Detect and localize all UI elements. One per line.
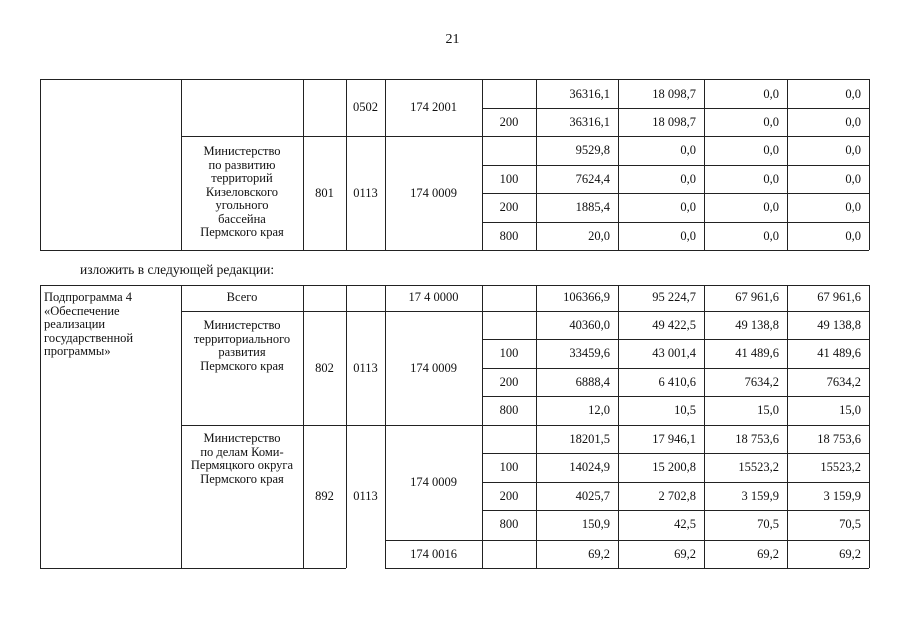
subprogram-title-line: реализации bbox=[44, 317, 106, 331]
amount-cell: 67 961,6 bbox=[817, 290, 861, 304]
amount-cell: 0,0 bbox=[845, 143, 861, 157]
grid-line bbox=[181, 311, 869, 312]
executor-name-line: Пермского края bbox=[200, 358, 284, 373]
subprogram-title-line: Подпрограмма 4 bbox=[44, 290, 133, 304]
amount-cell: 40360,0 bbox=[569, 318, 610, 332]
section-code-cell: 0113 bbox=[353, 489, 378, 503]
target-code-cell: 174 0016 bbox=[410, 547, 457, 561]
grid-line bbox=[482, 165, 869, 166]
amount-cell: 49 422,5 bbox=[652, 318, 696, 332]
type-code-cell: 800 bbox=[499, 229, 519, 243]
grid-line bbox=[385, 540, 869, 541]
amount-cell: 9529,8 bbox=[575, 143, 610, 157]
subprogram-title-line: государственной bbox=[44, 330, 134, 345]
executor-name-line: территорий bbox=[211, 171, 273, 185]
grid-line bbox=[869, 285, 870, 568]
grid-line bbox=[385, 568, 869, 569]
amount-cell: 2 702,8 bbox=[658, 489, 696, 503]
amount-cell: 15,0 bbox=[757, 403, 779, 417]
amount-cell: 18 753,6 bbox=[735, 432, 779, 446]
amount-cell: 150,9 bbox=[581, 517, 610, 531]
amount-cell: 18 098,7 bbox=[652, 115, 696, 129]
amount-cell: 106366,9 bbox=[563, 290, 610, 304]
amount-cell: 18 098,7 bbox=[652, 87, 696, 101]
amount-cell: 18 753,6 bbox=[817, 432, 861, 446]
amount-cell: 6888,4 bbox=[575, 375, 610, 389]
amount-cell: 7634,2 bbox=[744, 375, 779, 389]
executor-name-line: развития bbox=[218, 345, 266, 359]
grid-line bbox=[869, 79, 870, 250]
amount-cell: 41 489,6 bbox=[735, 346, 779, 360]
grid-line bbox=[482, 510, 869, 511]
type-code-cell: 200 bbox=[499, 200, 519, 214]
type-code-cell: 800 bbox=[499, 403, 519, 417]
grid-line bbox=[482, 193, 869, 194]
amount-cell: 15523,2 bbox=[820, 460, 861, 474]
grid-line bbox=[40, 285, 41, 568]
amount-cell: 1885,4 bbox=[575, 200, 610, 214]
amount-cell: 95 224,7 bbox=[652, 290, 696, 304]
section-code-cell: 0113 bbox=[353, 186, 378, 200]
section-code-cell: 0113 bbox=[353, 361, 378, 375]
amount-cell: 0,0 bbox=[680, 143, 696, 157]
amount-cell: 0,0 bbox=[763, 200, 779, 214]
amount-cell: 70,5 bbox=[839, 517, 861, 531]
amount-cell: 69,2 bbox=[839, 547, 861, 561]
executor-name-line: Министерство bbox=[203, 431, 281, 445]
grid-line bbox=[482, 339, 869, 340]
amount-cell: 12,0 bbox=[588, 403, 610, 417]
target-code-cell: 174 0009 bbox=[410, 186, 457, 200]
amount-cell: 49 138,8 bbox=[817, 318, 861, 332]
ministry-code-cell: 892 bbox=[315, 489, 334, 503]
executor-name-line: Пермского края bbox=[200, 471, 284, 486]
amount-cell: 15 200,8 bbox=[652, 460, 696, 474]
amount-cell: 0,0 bbox=[845, 115, 861, 129]
grid-line bbox=[482, 482, 869, 483]
amount-cell: 69,2 bbox=[588, 547, 610, 561]
amount-cell: 42,5 bbox=[674, 517, 696, 531]
amount-cell: 15,0 bbox=[839, 403, 861, 417]
executor-name-line: территориального bbox=[193, 331, 291, 346]
executor-name-line: Пермяцкого округа bbox=[190, 458, 294, 472]
amount-cell: 36316,1 bbox=[569, 115, 610, 129]
amount-cell: 15523,2 bbox=[738, 460, 779, 474]
amount-cell: 33459,6 bbox=[569, 346, 610, 360]
amount-cell: 0,0 bbox=[845, 172, 861, 186]
grid-line bbox=[482, 222, 869, 223]
grid-line bbox=[482, 453, 869, 454]
target-code-cell: 17 4 0000 bbox=[408, 290, 459, 304]
amount-cell: 0,0 bbox=[845, 229, 861, 243]
amount-cell: 70,5 bbox=[757, 517, 779, 531]
amount-cell: 69,2 bbox=[757, 547, 779, 561]
grid-line bbox=[385, 285, 386, 568]
amount-cell: 14024,9 bbox=[569, 460, 610, 474]
amount-cell: 67 961,6 bbox=[735, 290, 779, 304]
subprogram-title-line: «Обеспечение bbox=[44, 303, 120, 318]
type-code-cell: 100 bbox=[499, 346, 519, 360]
type-code-cell: 200 bbox=[499, 115, 519, 129]
grid-line bbox=[482, 396, 869, 397]
target-code-cell: 174 0009 bbox=[410, 361, 457, 375]
amount-cell: 0,0 bbox=[845, 200, 861, 214]
section-code-cell: 0502 bbox=[353, 100, 378, 114]
amount-cell: 0,0 bbox=[763, 143, 779, 157]
amount-cell: 69,2 bbox=[674, 547, 696, 561]
amount-cell: 0,0 bbox=[680, 172, 696, 186]
amount-cell: 41 489,6 bbox=[817, 346, 861, 360]
grid-line bbox=[346, 285, 347, 568]
executor-name-line: Пермского края bbox=[200, 225, 284, 239]
type-code-cell: 200 bbox=[499, 375, 519, 389]
target-code-cell: 174 2001 bbox=[410, 100, 457, 114]
amount-cell: 18201,5 bbox=[569, 432, 610, 446]
executor-name-line: Кизеловского bbox=[205, 184, 279, 199]
grid-line bbox=[303, 285, 304, 568]
grid-line bbox=[482, 108, 869, 109]
amendment-instruction: изложить в следующей редакции: bbox=[80, 262, 275, 277]
amount-cell: 10,5 bbox=[674, 403, 696, 417]
amount-cell: 0,0 bbox=[763, 87, 779, 101]
amount-cell: 0,0 bbox=[763, 172, 779, 186]
grid-line bbox=[40, 285, 869, 286]
executor-name-line: по развитию bbox=[208, 157, 276, 172]
type-code-cell: 100 bbox=[499, 172, 519, 186]
amount-cell: 49 138,8 bbox=[735, 318, 779, 332]
grid-line bbox=[181, 425, 869, 426]
grid-line bbox=[181, 136, 869, 137]
grid-line bbox=[303, 79, 304, 250]
grid-line bbox=[40, 568, 346, 569]
amount-cell: 36316,1 bbox=[569, 87, 610, 101]
amount-cell: 0,0 bbox=[763, 115, 779, 129]
executor-name-line: по делам Коми- bbox=[200, 444, 284, 459]
grid-line bbox=[482, 368, 869, 369]
ministry-code-cell: 802 bbox=[315, 361, 334, 375]
ministry-code-cell: 801 bbox=[315, 186, 334, 200]
type-code-cell: 200 bbox=[499, 489, 519, 503]
amount-cell: 6 410,6 bbox=[658, 375, 696, 389]
amount-cell: 0,0 bbox=[845, 87, 861, 101]
amount-cell: 0,0 bbox=[680, 200, 696, 214]
amount-cell: 0,0 bbox=[680, 229, 696, 243]
amount-cell: 17 946,1 bbox=[652, 432, 696, 446]
total-label: Всего bbox=[226, 290, 258, 304]
amount-cell: 7634,2 bbox=[826, 375, 861, 389]
grid-line bbox=[40, 250, 869, 251]
executor-name-line: Министерство bbox=[203, 144, 281, 158]
amount-cell: 3 159,9 bbox=[741, 489, 779, 503]
type-code-cell: 100 bbox=[499, 460, 519, 474]
amount-cell: 20,0 bbox=[588, 229, 610, 243]
amount-cell: 43 001,4 bbox=[652, 346, 696, 360]
executor-name-line: угольного bbox=[215, 198, 269, 212]
type-code-cell: 800 bbox=[499, 517, 519, 531]
grid-line bbox=[40, 79, 41, 250]
amount-cell: 7624,4 bbox=[575, 172, 610, 186]
target-code-cell: 174 0009 bbox=[410, 475, 457, 489]
amount-cell: 4025,7 bbox=[575, 489, 610, 503]
subprogram-title-line: программы» bbox=[44, 344, 111, 358]
grid-line bbox=[40, 79, 869, 80]
amount-cell: 3 159,9 bbox=[823, 489, 861, 503]
executor-name-line: бассейна bbox=[218, 211, 266, 226]
amount-cell: 0,0 bbox=[763, 229, 779, 243]
page-number: 21 bbox=[445, 32, 460, 47]
executor-name-line: Министерство bbox=[203, 318, 281, 332]
